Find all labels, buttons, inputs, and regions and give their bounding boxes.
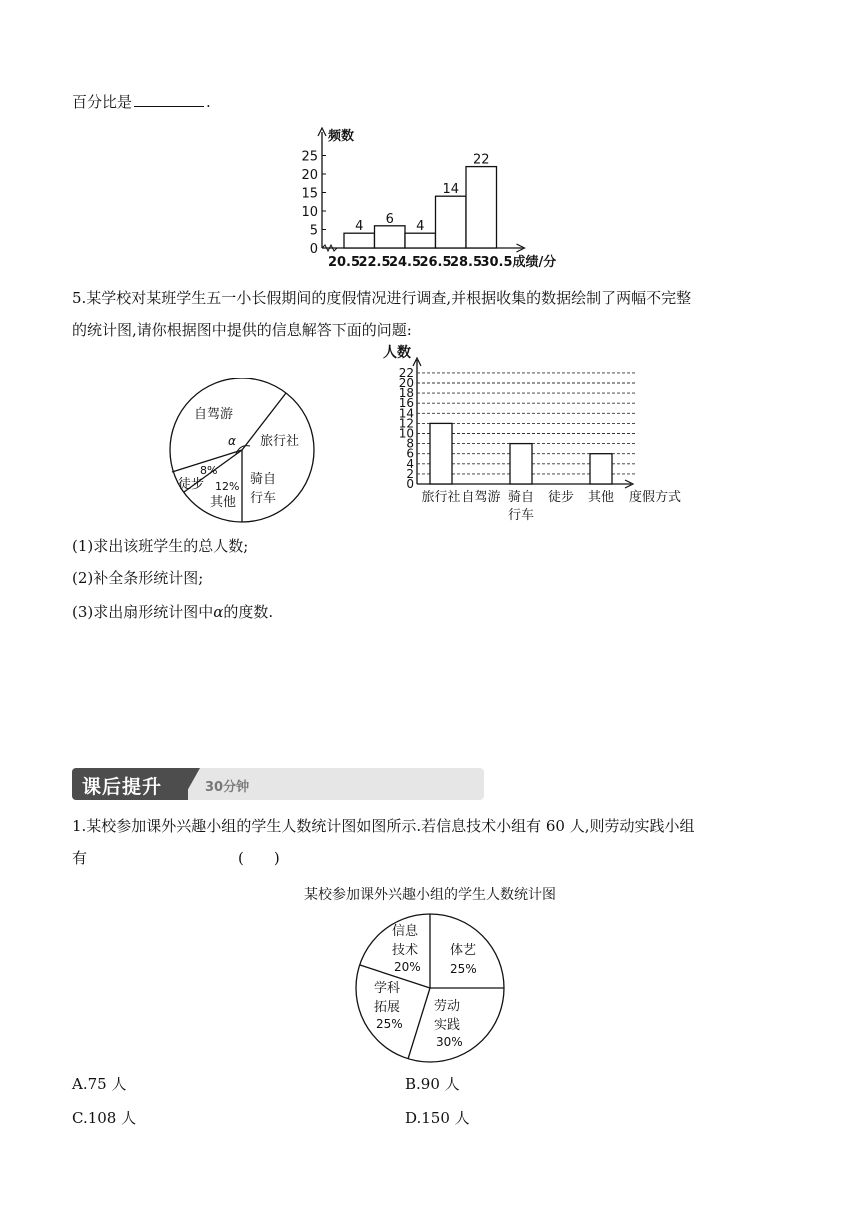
hist-bar bbox=[466, 167, 497, 248]
bar5-category-label: 其他 bbox=[587, 490, 615, 505]
pie-label-lvxing: 旅行社 bbox=[260, 434, 300, 449]
bar5-xlabel: 度假方式 bbox=[629, 490, 682, 505]
q1-divider-bottom bbox=[408, 988, 430, 1059]
q1-line1: 1.某校参加课外兴趣小组的学生人数统计图如图所示.若信息技术小组有 60 人,则劳动实践小组 bbox=[72, 817, 695, 835]
hist-bar-label: 4 bbox=[355, 219, 364, 235]
bar5-y-tick-label: 16 bbox=[398, 396, 414, 411]
hist-y-tick-label: 20 bbox=[301, 168, 318, 183]
bar5-y-tick-label: 6 bbox=[406, 446, 414, 461]
bar5-bar bbox=[590, 454, 612, 484]
bar5-category-label: 旅行社 bbox=[421, 490, 461, 505]
q1-label-tiyi-pct: 25% bbox=[450, 962, 477, 976]
hist-xlabel: 成绩/分 bbox=[512, 255, 557, 270]
pie-label-zijia: 自驾游 bbox=[194, 407, 234, 422]
answer-blank bbox=[134, 92, 204, 107]
bar5-bar bbox=[510, 444, 532, 484]
bar5-y-tick-label: 20 bbox=[398, 376, 414, 390]
q4-tail-line bbox=[72, 92, 211, 112]
pie-label-tubu-pct: 8% bbox=[200, 464, 218, 477]
q1-label-tiyi: 体艺 bbox=[450, 943, 477, 958]
hist-x-tick-label: 26.5 bbox=[419, 255, 452, 270]
histogram-chart bbox=[290, 120, 580, 270]
bar5-y-tick-label: 12 bbox=[398, 416, 414, 431]
q1-label-xueke2: 拓展 bbox=[374, 1000, 401, 1015]
hist-bar-label: 14 bbox=[442, 182, 460, 198]
q1-pie-chart bbox=[352, 910, 512, 1070]
option-d[interactable]: D.150 人 bbox=[405, 1109, 470, 1127]
q1-chart-title: 某校参加课外兴趣小组的学生人数统计图 bbox=[304, 887, 556, 903]
option-b[interactable]: B.90 人 bbox=[405, 1075, 460, 1093]
bar5-bar bbox=[430, 423, 452, 484]
q1-label-xinxi-pct: 20% bbox=[394, 960, 421, 974]
bar5-y-tick-label: 4 bbox=[406, 456, 414, 471]
bar5-category-label-line2: 行车 bbox=[507, 508, 535, 523]
hist-x-tick-label: 24.5 bbox=[388, 255, 422, 270]
bar5-y-tick-label: 18 bbox=[398, 386, 414, 401]
q1-label-xinxi2: 技术 bbox=[392, 943, 419, 958]
hist-bar bbox=[344, 233, 375, 248]
q5-sub3-var: α bbox=[213, 603, 224, 621]
q5-bar-chart bbox=[375, 342, 705, 532]
hist-y-tick-label: 25 bbox=[301, 149, 318, 165]
bar5-y-tick-label: 10 bbox=[398, 426, 414, 441]
hist-x-tick-label: 30.5 bbox=[480, 255, 513, 270]
q1-label-xueke1: 学科 bbox=[374, 981, 401, 996]
q4-tail-text: 百分比是 bbox=[72, 93, 133, 111]
hist-bar bbox=[405, 233, 436, 248]
q4-tail-end: . bbox=[206, 93, 211, 111]
hist-x-tick-label: 20.5 bbox=[327, 255, 361, 270]
hist-x-tick-label: 28.5 bbox=[449, 255, 483, 270]
q5-line1: 5.某学校对某班学生五一小长假期间的度假情况进行调查,并根据收集的数据绘制了两幅不完整 bbox=[72, 289, 692, 307]
bar5-y-tick-label: 0 bbox=[406, 477, 414, 491]
q5-line2: 的统计图,请你根据图中提供的信息解答下面的问题: bbox=[72, 321, 412, 339]
q5-sub3 bbox=[72, 602, 273, 622]
q1-label-laodong-pct: 30% bbox=[436, 1035, 463, 1049]
q5-pie-chart bbox=[160, 378, 330, 528]
q1-label-laodong1: 劳动 bbox=[434, 999, 461, 1014]
bar5-y-tick-label: 8 bbox=[406, 436, 414, 451]
bar5-y-tick-label: 14 bbox=[398, 406, 414, 421]
q1-line2 bbox=[72, 848, 87, 868]
hist-y-tick-label: 5 bbox=[309, 223, 318, 239]
option-a[interactable]: A.75 人 bbox=[72, 1075, 127, 1093]
hist-y-tick-label: 0 bbox=[309, 242, 318, 257]
bar5-y-tick-label: 2 bbox=[406, 466, 414, 481]
q5-sub3-pre: (3)求出扇形统计图中 bbox=[72, 603, 214, 621]
q1-line2-text: 有 bbox=[72, 849, 88, 867]
hist-y-tick-label: 10 bbox=[301, 205, 318, 220]
bar5-y-tick-label: 22 bbox=[398, 365, 414, 380]
hist-ylabel: 频数 bbox=[328, 129, 355, 144]
section-banner bbox=[72, 768, 484, 800]
section-time: 30分钟 bbox=[205, 780, 250, 795]
pie-label-qita-pct: 12% bbox=[215, 480, 240, 493]
pie-label-qita: 其他 bbox=[210, 495, 237, 510]
pie-label-qixing2: 行车 bbox=[250, 491, 277, 506]
pie-label-alpha: α bbox=[228, 434, 236, 448]
q5-sub2: (2)补全条形统计图; bbox=[72, 569, 204, 587]
bar5-category-label: 徒步 bbox=[547, 490, 575, 505]
hist-x-tick-label: 22.5 bbox=[358, 255, 391, 270]
q1-label-xueke-pct: 25% bbox=[376, 1017, 403, 1031]
q1-label-laodong2: 实践 bbox=[434, 1018, 461, 1033]
pie-label-qixing1: 骑自 bbox=[250, 472, 277, 487]
q5-sub1: (1)求出该班学生的总人数; bbox=[72, 537, 249, 555]
hist-bar-label: 22 bbox=[472, 152, 490, 168]
option-c[interactable]: C.108 人 bbox=[72, 1109, 137, 1127]
bar5-category-label: 骑自 bbox=[507, 490, 535, 505]
q1-paren: ( ) bbox=[238, 849, 280, 867]
hist-bar bbox=[375, 226, 406, 248]
bar5-ylabel: 人数 bbox=[383, 345, 411, 361]
hist-bar-label: 6 bbox=[385, 211, 394, 227]
bar5-category-label: 自驾游 bbox=[461, 490, 501, 505]
hist-bar-label: 4 bbox=[416, 219, 425, 235]
section-title: 课后提升 bbox=[82, 776, 163, 798]
hist-bar bbox=[436, 196, 467, 248]
pie-label-tubu: 徒步 bbox=[178, 477, 205, 492]
q5-sub3-post: 的度数. bbox=[223, 603, 274, 621]
q1-label-xinxi1: 信息 bbox=[392, 924, 419, 939]
hist-y-tick-label: 15 bbox=[301, 186, 318, 202]
